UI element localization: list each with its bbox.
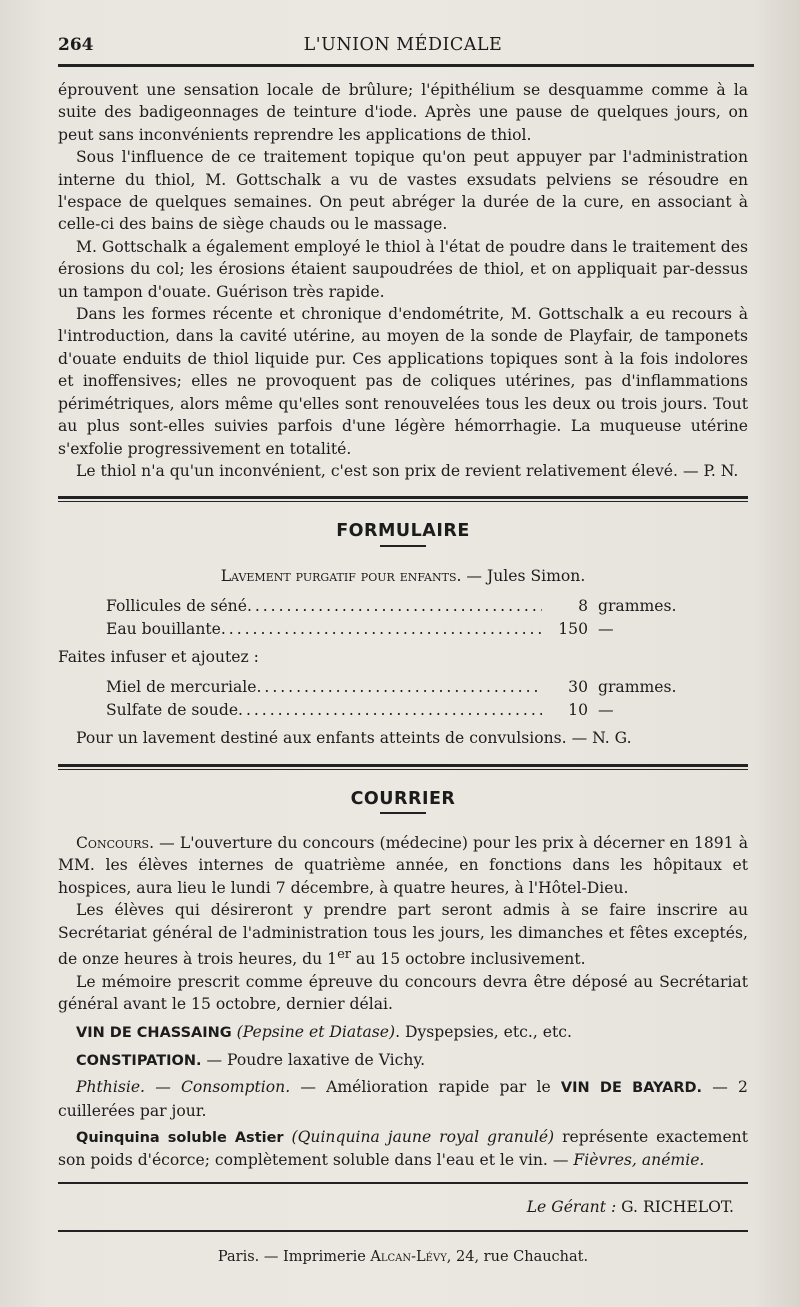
ad-detail: Phthisie. — Consomption. [76,1078,291,1097]
paragraph: Le mémoire prescrit comme épreuve du concours devra être déposé au Secrétariat général avant le 15 octobre, dernier délai. [58,972,748,1013]
advertisements [58,1021,748,1171]
ingredient-row [58,595,748,617]
ad-detail: (Pepsine et Diatase) [236,1023,396,1042]
running-title: L'UNION MÉDICALE [303,35,503,55]
ad-detail: Fièvres, anémie. [573,1151,705,1170]
ad-detail: (Quinquina jaune royal granulé) [291,1127,555,1146]
ingredient-name: Follicules de séné [106,597,247,616]
recipe-title [58,565,748,587]
thiol-article-continuation [58,79,748,482]
gerant-name: G. RICHELOT. [616,1197,734,1216]
ad-astier [58,1126,748,1172]
ingredient-qty: 8 [578,597,588,616]
ingredient-unit: — [598,700,614,719]
section-divider [58,496,748,502]
ad-bayard [58,1076,748,1122]
ingredient-qty: 30 [568,678,588,697]
title-underline [380,812,426,814]
paragraph-with-signature: Le thiol n'a qu'un inconvénient, c'est son prix de revient relativement élevé. — P. N. [76,461,739,480]
paragraph: éprouvent une sensation locale de brûlure; l'épithélium se desquamme comme à la suite des badigeonnages de teinture d'iode. Après une pause de quelques jours, on peut sans inconvénients reprendre les applications de thiol. [58,81,748,144]
ingredient-unit: — [598,619,614,638]
gerant-label: Le Gérant : [526,1197,617,1216]
paragraph-text: — L'ouverture du concours (médecine) pour les prix à décerner en 1891 à MM. les élèves internes de quatrième année, en fonctions dans les hôpitaux et hospices, aura lieu le lundi 7 décembre, à quatre heures, à l'Hôtel-Dieu. [58,833,748,897]
formulaire-section [58,520,748,749]
ad-text: — Amélioration rapide par le [290,1078,561,1097]
ingredient-row [58,676,748,698]
courrier-section [58,788,748,1016]
footer-rule [58,1182,748,1184]
paragraph-text: Les élèves qui désireront y prendre part seront admis à se faire inscrire au Secrétariat général de l'administration tous les jours, les dimanches et fêtes exceptés, de onze heures à trois heures, du 1 [58,901,748,969]
ingredient-qty: 10 [568,700,588,719]
leader-dots [257,676,543,698]
section-title: COURRIER [350,788,456,809]
footer-rule [58,1230,748,1232]
ad-text: représente exactement son poids d'écorce; complètement soluble dans l'eau et le vin. — [58,1127,748,1170]
paragraph: M. Gottschalk a également employé le thiol à l'état de poudre dans le traitement des érosions du col; les érosions étaient saupoudrées de thiol, et on appliquait par-dessus un tampon d'ouate. Guérison très rapide. [58,237,748,301]
concours-label: Concours. [76,833,155,852]
ingredient-row [58,618,748,640]
brand-name: VIN DE CHASSAING [76,1025,232,1042]
ad-text: — 2 cuillerées par jour. [58,1078,748,1120]
page-header [58,32,748,64]
leader-dots [247,595,542,617]
ad-constipation [58,1049,748,1072]
ingredient-row [58,699,748,721]
ingredient-unit: grammes. [598,678,677,697]
section-title: FORMULAIRE [336,521,470,542]
ordinal-suffix: er [337,946,352,962]
imprint-text: , 24, rue Chauchat. [446,1249,589,1266]
paragraph [58,899,748,970]
recipe-instruction: Faites infuser et ajoutez : [58,647,259,666]
ingredient-name: Miel de mercuriale [106,678,257,697]
leader-dots [238,699,542,721]
gerant-line [58,1196,748,1218]
recipe-usage: Pour un lavement destiné aux enfants atteints de convulsions. — N. G. [76,729,632,748]
title-underline [380,545,426,547]
printer-name: Alcan-Lévy [370,1249,447,1266]
header-rule [58,64,754,67]
recipe-author: — Jules Simon. [461,566,586,585]
paragraph-text: au 15 octobre inclusivement. [351,950,586,969]
ad-chassaing [58,1021,748,1044]
ingredient-name: Eau bouillante [106,619,221,638]
recipe-label: Lavement purgatif pour enfants. [220,566,462,585]
brand-name: VIN DE BAYARD. [560,1080,703,1097]
paragraph: Dans les formes récente et chronique d'endométrite, M. Gottschalk a eu recours à l'introduction, dans la cavité utérine, au moyen de la sonde de Playfair, de tamponets d'ouate enduits de thiol liquide pur. Ces applications topiques sont à la fois indolores et inoffensives; elles ne provoquent pas de coliques utérines, pas d'inflammations périmétriques, alors même qu'elles sont renouvelées tous les deux ou trois jours. Tout au plus sont-elles suivies parfois d'une légère hémorrhagie. La muqueuse utérine s'exfolie progressivement en totalité. [58,305,748,458]
paragraph: Sous l'influence de ce traitement topique qu'on peut appuyer par l'administration interne du thiol, M. Gottschalk a vu de vastes exsudats pelviens se résoudre en l'espace de quelques semaines. On peut abréger la durée de la cure, en associant à celle-ci des bains de siège chauds ou le massage. [58,148,748,234]
ingredient-name: Sulfate de soude [106,700,239,719]
brand-name: Quinquina soluble Astier [76,1129,284,1146]
brand-name: CONSTIPATION. [76,1052,202,1069]
page-number: 264 [58,35,94,55]
section-divider [58,764,748,770]
leader-dots [221,618,542,640]
printer-imprint [58,1246,748,1268]
imprint-text: Paris. — Imprimerie [217,1249,371,1266]
ingredient-unit: grammes. [598,597,677,616]
ingredient-qty: 150 [558,619,588,638]
ad-text: — Poudre laxative de Vichy. [201,1050,426,1069]
ad-text: . Dyspepsies, etc., etc. [395,1023,572,1042]
paragraph [58,832,748,899]
